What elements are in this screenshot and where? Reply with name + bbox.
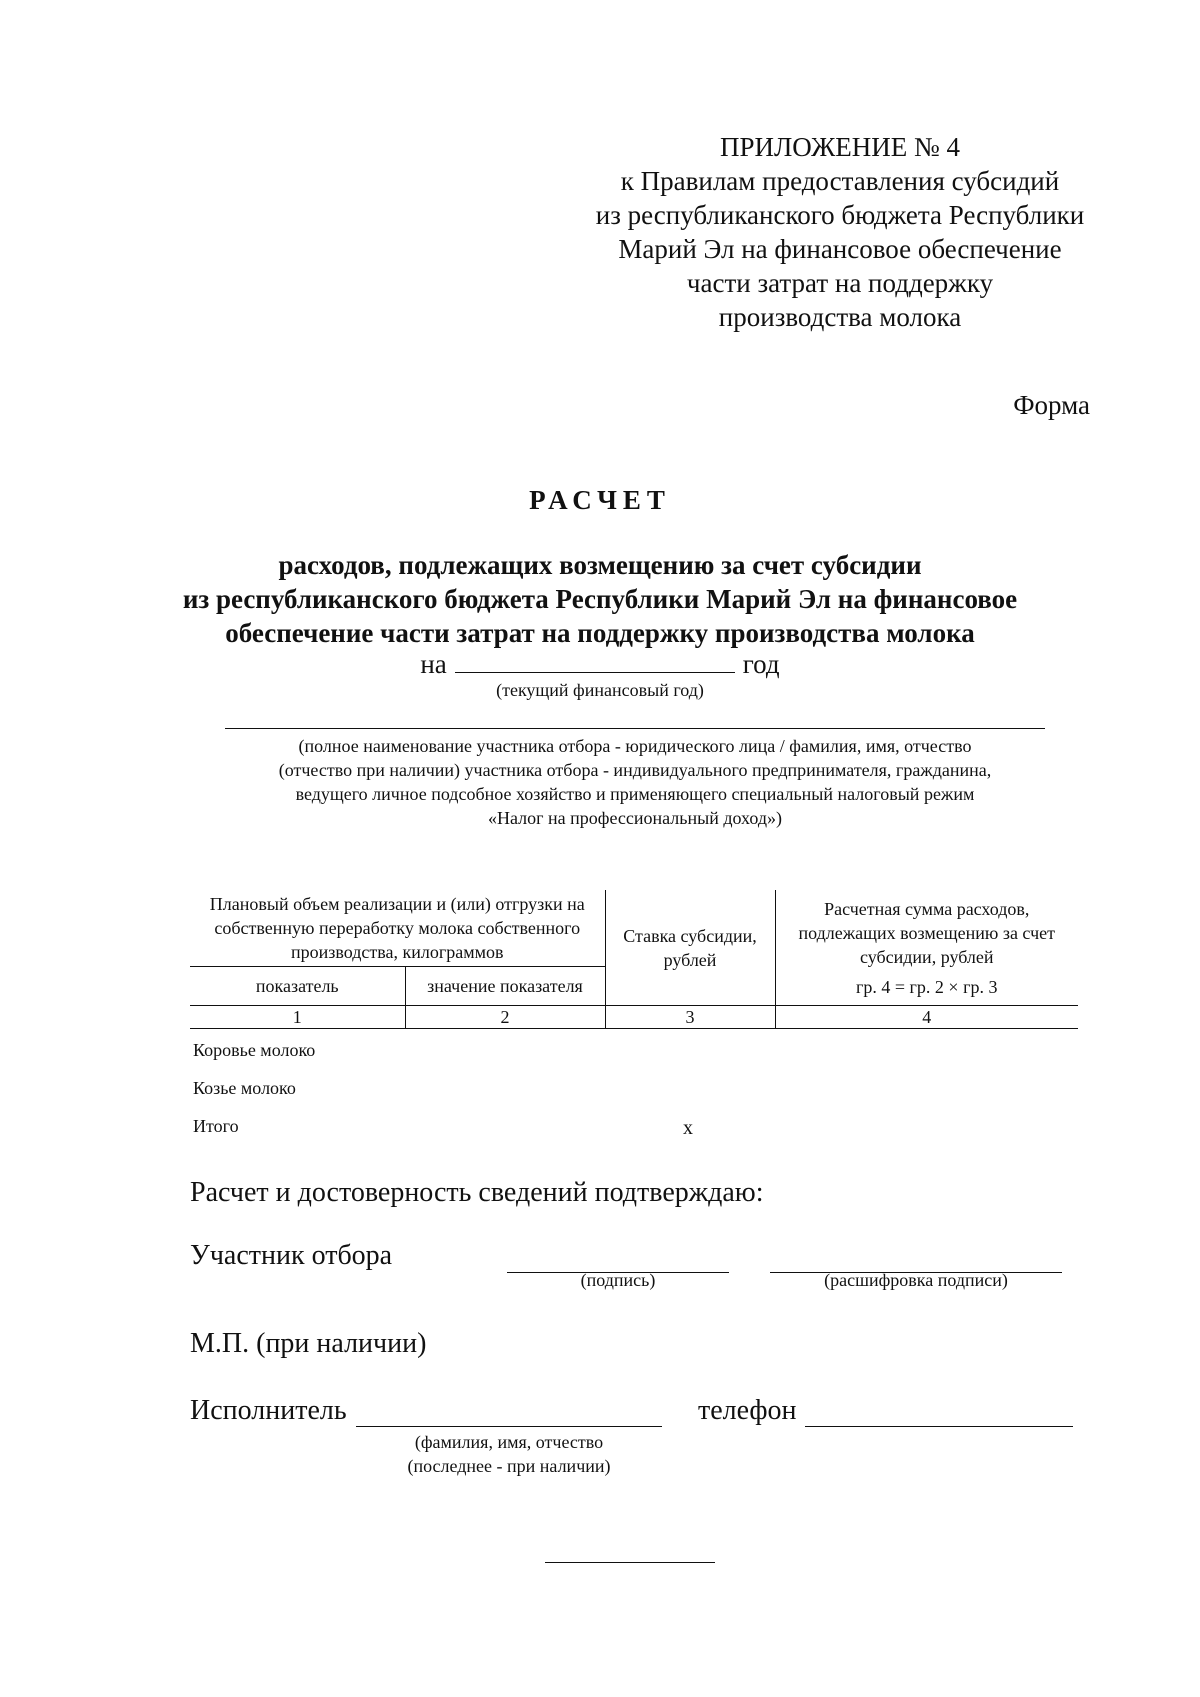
caption-line: (полное наименование участника отбора - юридического лица / фамилия, имя, отчество <box>298 736 972 756</box>
participant-name-caption <box>200 734 1070 830</box>
appendix-line: производства молока <box>718 302 962 332</box>
year-prefix: на <box>420 649 447 679</box>
col2-header: Ставка субсидии, рублей <box>605 890 775 1006</box>
col3-header-cell <box>775 890 1078 1006</box>
executor-name-field[interactable] <box>356 1426 662 1427</box>
executor-caption-line: (фамилия, имя, отчество <box>414 1432 604 1452</box>
appendix-header <box>560 130 1120 334</box>
col3-header: Расчетная сумма расходов, подлежащих возмещению за счет субсидии, рублей <box>798 898 1055 967</box>
col-number-1: 1 <box>190 1006 405 1029</box>
row-label-cow-milk: Коровье молоко <box>193 1040 316 1060</box>
caption-line: (отчество при наличии) участника отбора - индивидуального предпринимателя, гражданина, <box>278 760 992 780</box>
end-divider <box>545 1562 715 1563</box>
col-number-2: 2 <box>405 1006 605 1029</box>
appendix-line: Марий Эл на финансовое обеспечение <box>618 234 1062 264</box>
executor-caption-line: (последнее - при наличии) <box>407 1456 611 1476</box>
year-suffix: год <box>742 649 780 679</box>
subtitle-line: из республиканского бюджета Республики Марий Эл на финансовое <box>182 584 1018 614</box>
phone-label: телефон <box>698 1395 797 1426</box>
executor-label: Исполнитель <box>190 1395 347 1426</box>
row-label-total: Итого <box>193 1116 239 1136</box>
col-number-3: 3 <box>605 1006 775 1029</box>
year-caption: (текущий финансовый год) <box>496 680 704 700</box>
col1-sub-value: значение показателя <box>405 967 605 1006</box>
col1-header: Плановый объем реализации и (или) отгрузки на собственную переработку молока собственного производства, килограммов <box>190 890 605 967</box>
col1-sub-indicator: показатель <box>190 967 405 1006</box>
caption-line: ведущего личное подсобное хозяйство и применяющего специальный налоговый режим <box>295 784 975 804</box>
subtitle-line: обеспечение части затрат на поддержку производства молока <box>225 618 975 648</box>
document-subtitle <box>150 548 1050 650</box>
appendix-line: ПРИЛОЖЕНИЕ № 4 <box>719 132 961 162</box>
appendix-line: части затрат на поддержку <box>686 268 994 298</box>
participant-name-field[interactable] <box>225 728 1045 729</box>
stamp-label: М.П. (при наличии) <box>190 1328 427 1359</box>
year-field[interactable] <box>455 646 735 673</box>
signature-decoding-caption: (расшифровка подписи) <box>824 1270 1008 1290</box>
caption-line: «Налог на профессиональный доход») <box>488 808 782 828</box>
document-title: РАСЧЕТ <box>529 485 671 515</box>
year-line <box>0 646 1200 680</box>
total-rate-mark: x <box>683 1117 693 1139</box>
appendix-line: из республиканского бюджета Республики <box>595 200 1085 230</box>
form-label: Форма <box>1013 390 1090 420</box>
participant-label: Участник отбора <box>190 1240 393 1271</box>
executor-caption <box>356 1430 662 1478</box>
col3-formula: гр. 4 = гр. 2 × гр. 3 <box>856 976 998 997</box>
confirmation-text: Расчет и достоверность сведений подтверждаю: <box>190 1177 764 1208</box>
row-label-goat-milk: Козье молоко <box>193 1078 296 1098</box>
subtitle-line: расходов, подлежащих возмещению за счет субсидии <box>278 550 922 580</box>
calculation-table <box>190 890 1078 1029</box>
appendix-line: к Правилам предоставления субсидий <box>620 166 1060 196</box>
phone-field[interactable] <box>805 1426 1073 1427</box>
signature-caption: (подпись) <box>580 1270 656 1290</box>
col-number-4: 4 <box>775 1006 1078 1029</box>
